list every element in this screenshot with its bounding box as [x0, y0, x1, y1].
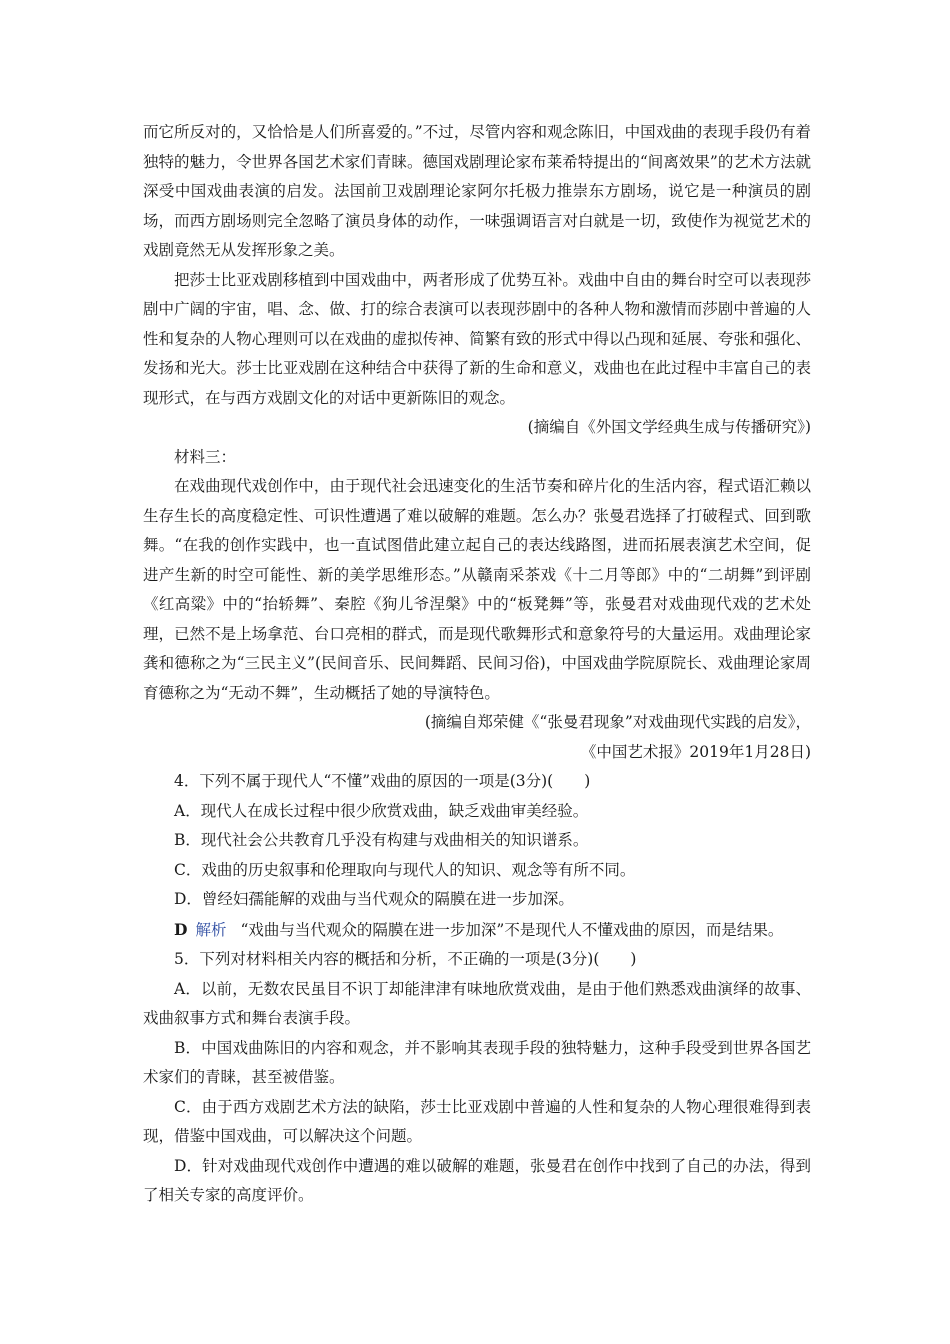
question-4-analysis-text: “戏曲与当代观众的隔膜在进一步加深”不是现代人不懂戏曲的原因，而是结果。 — [240, 920, 784, 939]
question-5-option-b: B．中国戏曲陈旧的内容和观念，并不影响其表现手段的独特魅力，这种手段受到世界各国艺术家们的青睐，甚至被借鉴。 — [143, 1038, 811, 1086]
question-4-analysis-label: 解析 — [195, 920, 227, 939]
question-5-option-d: D．针对戏曲现代戏创作中遭遇的难以破解的难题，张曼君在创作中找到了自己的办法，得到了相关专家的高度评价。 — [143, 1156, 811, 1204]
question-5-option-a: A．以前，无数农民虽目不识丁却能津津有味地欣赏戏曲，是由于他们熟悉戏曲演绎的故事、戏曲叙事方式和舞台表演手段。 — [143, 979, 811, 1027]
material2-source: (摘编自《外国文学经典生成与传播研究》) — [527, 418, 811, 436]
question-4-stem: 4．下列不属于现代人“不懂”戏曲的原因的一项是(3分)( ) — [174, 772, 591, 790]
question-4-answer — [143, 915, 811, 946]
question-4-option-c: C．戏曲的历史叙事和伦理取向与现代人的知识、观念等有所不同。 — [174, 860, 636, 879]
question-5-stem: 5．下列对材料相关内容的概括和分析，不正确的一项是(3分)( ) — [174, 950, 637, 968]
material3-paragraph-1: 在戏曲现代戏创作中，由于现代社会迅速变化的生活节奏和碎片化的生活内容，程式语汇赖以生存生长的高度稳定性、可识性遭遇了难以破解的难题。怎么办？张曼君选择了打破程式、回到歌舞。“在我的创作实践中，也一直试图借此建立起自己的表达线路图，进而拓展表演艺术空间，促进产生新的时空可能性、新的美学思维形态。”从赣南采茶戏《十二月等郎》中的“二胡舞”到评剧《红高粱》中的“抬轿舞”、秦腔《狗儿爷涅槃》中的“板凳舞”等，张曼君对戏曲现代戏的艺术处理，已然不是上场拿范、台口亮相的群式，而是现代歌舞形式和意象符号的大量运用。戏曲理论家龚和德称之为“三民主义”(民间音乐、民间舞蹈、民间习俗)，中国戏曲学院原院长、戏曲理论家周育德称之为“无动不舞”，生动概括了她的导演特色。 — [143, 477, 811, 702]
material3-heading: 材料三： — [174, 447, 237, 466]
question-4-option-a: A．现代人在成长过程中很少欣赏戏曲，缺乏戏曲审美经验。 — [174, 801, 589, 820]
material3-source-line-1: (摘编自郑荣健《“张曼君现象”对戏曲现代实践的启发》， — [424, 713, 811, 731]
material2-paragraph-1: 而它所反对的，又恰恰是人们所喜爱的。”不过，尽管内容和观念陈旧，中国戏曲的表现手段仍有着独特的魅力，令世界各国艺术家们青睐。德国戏剧理论家布莱希特提出的“间离效果”的艺术方法就深受中国戏曲表演的启发。法国前卫戏剧理论家阿尔托极力推崇东方剧场，说它是一种演员的剧场，而西方剧场则完全忽略了演员身体的动作，一味强调语言对白就是一切，致使作为视觉艺术的戏剧竟然无从发挥形象之美。 — [143, 123, 811, 259]
material3-source-line-2: 《中国艺术报》2019年1月28日) — [580, 742, 811, 761]
question-5-option-c: C．由于西方戏剧艺术方法的缺陷，莎士比亚戏剧中普遍的人性和复杂的人物心理很难得到表现，借鉴中国戏曲，可以解决这个问题。 — [143, 1097, 811, 1145]
material2-paragraph-2: 把莎士比亚戏剧移植到中国戏曲中，两者形成了优势互补。戏曲中自由的舞台时空可以表现莎剧中广阔的宇宙，唱、念、做、打的综合表演可以表现莎剧中的各种人物和激情而莎剧中普遍的人性和复杂的人物心理则可以在戏曲的虚拟传神、简繁有致的形式中得以凸现和延展、夸张和强化、发扬和光大。莎士比亚戏剧在这种结合中获得了新的生命和意义，戏曲也在此过程中丰富自己的表现形式，在与西方戏剧文化的对话中更新陈旧的观念。 — [143, 270, 811, 407]
document-body — [143, 118, 811, 1211]
question-4-answer-letter: D — [174, 919, 188, 939]
question-4-option-b: B．现代社会公共教育几乎没有构建与戏曲相关的知识谱系。 — [174, 831, 589, 849]
question-4-option-d: D．曾经妇孺能解的戏曲与当代观众的隔膜在进一步加深。 — [174, 890, 574, 908]
